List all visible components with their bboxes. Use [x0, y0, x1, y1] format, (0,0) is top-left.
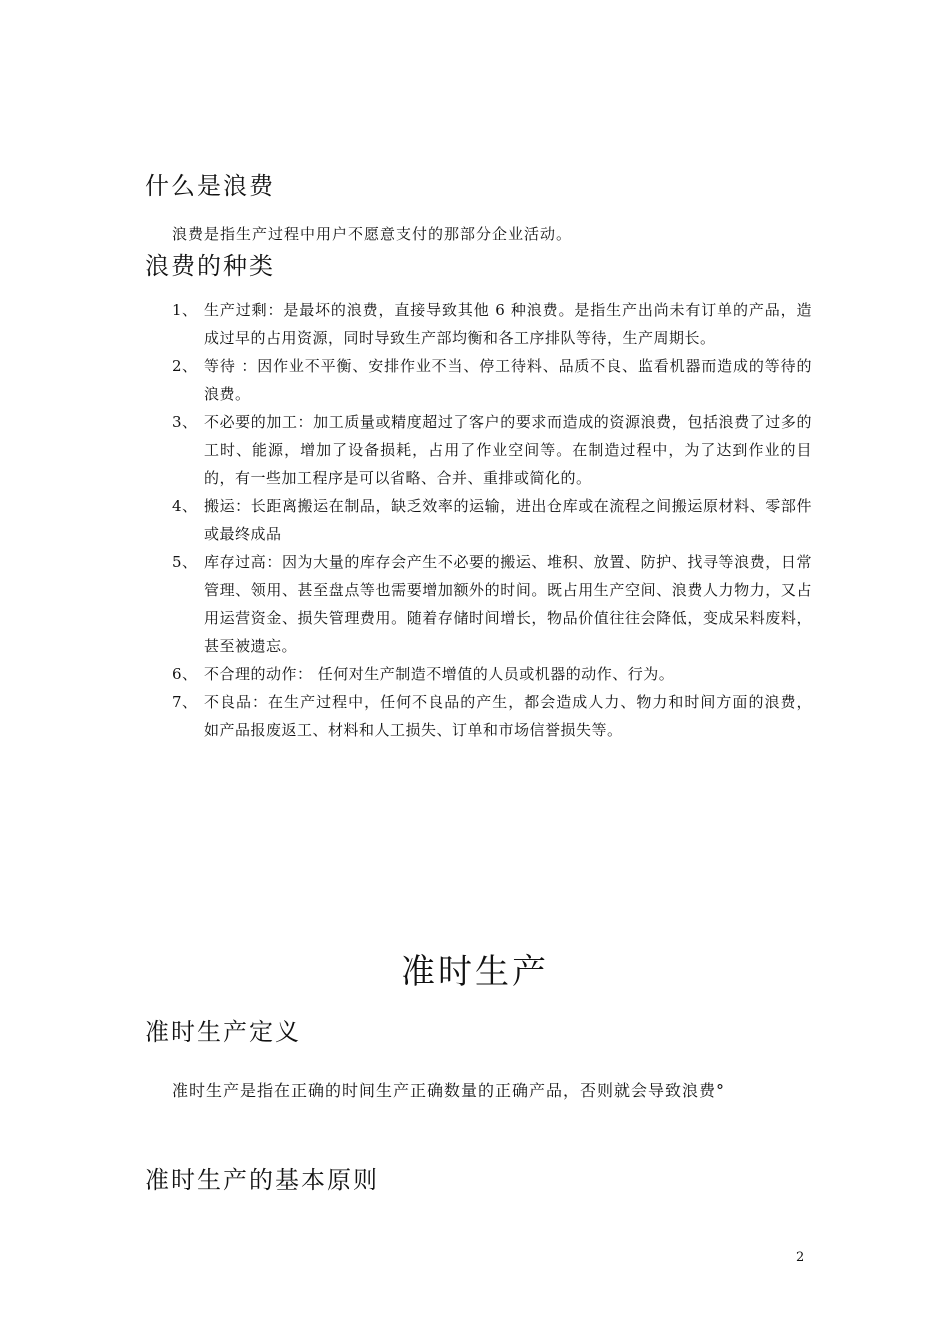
jit-definition: 准时生产是指在正确的时间生产正确数量的正确产品，否则就会导致浪费° — [172, 1081, 726, 1100]
heading-waste-types: 浪费的种类 — [145, 252, 275, 280]
list-item-number: 6、 — [172, 665, 198, 683]
list-item-number: 5、 — [172, 553, 198, 571]
waste-definition: 浪费是指生产过程中用户不愿意支付的那部分企业活动。 — [172, 225, 573, 243]
list-item-text: 库存过高：因为大量的库存会产生不必要的搬运、堆积、放置、防护、找寻等浪费，日常管理、领用、甚至盘点等也需要增加额外的时间。既占用生产空间、浪费人力物力，又占用运营资金、损失管理费用。随着存储时间增长，物品价值往往会降低，变成呆料废料，甚至被遗忘。 — [204, 553, 812, 655]
list-item — [172, 548, 812, 660]
list-item — [172, 352, 812, 408]
list-item — [172, 492, 812, 548]
list-item-text: 不良品：在生产过程中，任何不良品的产生，都会造成人力、物力和时间方面的浪费， 如产品报废返工、材料和人工损失、订单和市场信誉损失等。 — [204, 693, 812, 739]
list-item-number: 2、 — [172, 357, 198, 375]
list-item — [172, 688, 812, 744]
list-item-number: 3、 — [172, 413, 198, 431]
list-item-number: 4、 — [172, 497, 198, 515]
list-item-text: 生产过剩：是最坏的浪费，直接导致其他 6 种浪费。是指生产出尚未有订单的产品，造成过早的占用资源，同时导致生产部均衡和各工序排队等待，生产周期长。 — [204, 301, 812, 347]
list-item-text: 不合理的动作： 任何对生产制造不增值的人员或机器的动作、行为。 — [204, 665, 675, 683]
list-item-number: 1、 — [172, 301, 198, 319]
list-item-text: 不必要的加工：加工质量或精度超过了客户的要求而造成的资源浪费，包括浪费了过多的工时、能源，增加了设备损耗，占用了作业空间等。在制造过程中，为了达到作业的目的，有一些加工程序是可以省略、合并、重排或简化的。 — [204, 413, 812, 487]
heading-what-is-waste: 什么是浪费 — [145, 172, 275, 200]
list-item — [172, 660, 812, 688]
list-item-number: 7、 — [172, 693, 198, 711]
list-item — [172, 408, 812, 492]
list-item-text: 等待 ：因作业不平衡、安排作业不当、停工待料、品质不良、监看机器而造成的等待的浪费。 — [204, 357, 812, 403]
list-item-text: 搬运：长距离搬运在制品，缺乏效率的运输，进出仓库或在流程之间搬运原材料、零部件或最终成品 — [204, 497, 812, 543]
heading-jit-definition: 准时生产定义 — [145, 1018, 301, 1046]
waste-types-list — [172, 296, 812, 744]
jit-title: 准时生产 — [401, 952, 549, 992]
heading-jit-principles: 准时生产的基本原则 — [145, 1166, 379, 1194]
page-number: 2 — [796, 1250, 805, 1265]
list-item — [172, 296, 812, 352]
